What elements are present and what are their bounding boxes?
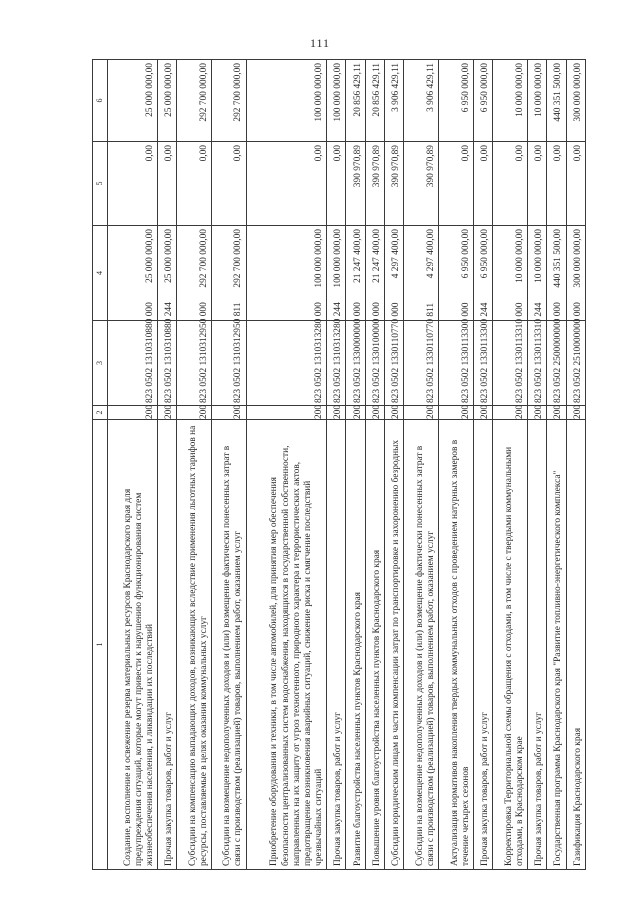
budget-table <box>92 59 586 870</box>
row-code-cell: 200 <box>326 406 345 420</box>
row-name-cell: Прочая закупка товаров, работ и услуг <box>527 420 546 870</box>
column-header: 3 <box>93 321 108 406</box>
column-header: 5 <box>93 142 108 226</box>
row-code-cell: 200 <box>473 406 492 420</box>
table-row <box>493 60 528 870</box>
table-row <box>439 60 474 870</box>
resulting-amount-cell: 10 000 000,00 <box>527 60 546 142</box>
resulting-amount-cell: 100 000 000,00 <box>246 60 326 142</box>
amount-cell: 292 700 000,00 <box>177 226 212 321</box>
change-amount-cell: 390 970,89 <box>346 142 365 226</box>
column-header: 1 <box>93 420 108 870</box>
table-row <box>566 60 586 870</box>
table-row <box>326 60 345 870</box>
amount-cell: 25 000 000,00 <box>157 226 176 321</box>
table-row <box>157 60 176 870</box>
row-code-cell: 200 <box>346 406 365 420</box>
resulting-amount-cell: 292 700 000,00 <box>211 60 246 142</box>
budget-table-sheet <box>92 60 586 870</box>
classification-code-cell: 823 0502 1310313280 244 <box>326 321 345 406</box>
classification-code-cell: 823 0502 1330000000 000 <box>346 321 365 406</box>
resulting-amount-cell: 292 700 000,00 <box>177 60 212 142</box>
row-name-cell: Государственная программа Краснодарского края "Развитие топливно-энергетического комплекса" <box>547 420 566 870</box>
classification-code-cell: 823 0502 1330110770 811 <box>404 321 439 406</box>
table-row <box>246 60 326 870</box>
resulting-amount-cell: 25 000 000,00 <box>108 60 158 142</box>
row-code-cell: 200 <box>385 406 404 420</box>
table-row <box>365 60 384 870</box>
amount-cell: 292 700 000,00 <box>211 226 246 321</box>
row-code-cell: 200 <box>566 406 586 420</box>
classification-code-cell: 823 0502 2500000000 000 <box>547 321 566 406</box>
classification-code-cell: 823 0502 1330110770 000 <box>385 321 404 406</box>
column-header: 4 <box>93 226 108 321</box>
row-name-cell: Создание, восполнение и освежение резерва материальных ресурсов Краснодарского края для предупреждения ситуаций, которые могут привести к нарушению функционирования систем жизнеобеспечения населения, и ликвидации их последствий <box>108 420 158 870</box>
resulting-amount-cell: 440 351 500,00 <box>547 60 566 142</box>
amount-cell: 6 950 000,00 <box>473 226 492 321</box>
amount-cell: 300 000 000,00 <box>566 226 586 321</box>
change-amount-cell: 0,00 <box>211 142 246 226</box>
change-amount-cell: 390 970,89 <box>385 142 404 226</box>
amount-cell: 10 000 000,00 <box>527 226 546 321</box>
resulting-amount-cell: 6 950 000,00 <box>473 60 492 142</box>
change-amount-cell: 0,00 <box>493 142 528 226</box>
table-row <box>547 60 566 870</box>
change-amount-cell: 0,00 <box>177 142 212 226</box>
row-code-cell: 200 <box>404 406 439 420</box>
row-name-cell: Прочая закупка товаров, работ и услуг <box>157 420 176 870</box>
row-name-cell: Прочая закупка товаров, работ и услуг <box>326 420 345 870</box>
amount-cell: 6 950 000,00 <box>439 226 474 321</box>
classification-code-cell: 823 0502 1310310880 000 <box>108 321 158 406</box>
change-amount-cell: 390 970,89 <box>365 142 384 226</box>
row-code-cell: 200 <box>246 406 326 420</box>
change-amount-cell: 0,00 <box>108 142 158 226</box>
classification-code-cell: 823 0502 2510000000 000 <box>566 321 586 406</box>
resulting-amount-cell: 20 856 429,11 <box>346 60 365 142</box>
row-name-cell: Корректировка Территориальной схемы обращения с отходами, в том числе с твердыми коммунальными отходами, в Краснодарском крае <box>493 420 528 870</box>
page-number: 111 <box>309 36 331 50</box>
row-name-cell: Актуализация нормативов накопления твердых коммунальных отходов с проведением натурных замеров в течение четырех сезонов <box>439 420 474 870</box>
row-code-cell: 200 <box>439 406 474 420</box>
row-code-cell: 200 <box>493 406 528 420</box>
table-row <box>527 60 546 870</box>
amount-cell: 21 247 400,00 <box>365 226 384 321</box>
classification-code-cell: 823 0502 1330113310 000 <box>493 321 528 406</box>
resulting-amount-cell: 10 000 000,00 <box>493 60 528 142</box>
row-name-cell: Прочая закупка товаров, работ и услуг <box>473 420 492 870</box>
change-amount-cell: 0,00 <box>547 142 566 226</box>
table-row <box>385 60 404 870</box>
classification-code-cell: 823 0502 1310310880 244 <box>157 321 176 406</box>
row-code-cell: 200 <box>365 406 384 420</box>
resulting-amount-cell: 300 000 000,00 <box>566 60 586 142</box>
table-row <box>108 60 158 870</box>
classification-code-cell: 823 0502 1330113300 244 <box>473 321 492 406</box>
table-row <box>177 60 212 870</box>
amount-cell: 4 297 400,00 <box>404 226 439 321</box>
classification-code-cell: 823 0502 1310313280 000 <box>246 321 326 406</box>
column-header: 2 <box>93 406 108 420</box>
row-name-cell: Повышение уровня благоустройства населенных пунктов Краснодарского края <box>365 420 384 870</box>
resulting-amount-cell: 20 856 429,11 <box>365 60 384 142</box>
resulting-amount-cell: 3 906 429,11 <box>385 60 404 142</box>
change-amount-cell: 390 970,89 <box>404 142 439 226</box>
resulting-amount-cell: 6 950 000,00 <box>439 60 474 142</box>
column-header: 6 <box>93 60 108 142</box>
table-row <box>473 60 492 870</box>
row-name-cell: Газификация Краснодарского края <box>566 420 586 870</box>
classification-code-cell: 823 0502 1310312950 000 <box>177 321 212 406</box>
table-row <box>346 60 365 870</box>
row-code-cell: 200 <box>527 406 546 420</box>
header-row <box>93 60 108 870</box>
table-row <box>211 60 246 870</box>
amount-cell: 440 351 500,00 <box>547 226 566 321</box>
row-name-cell: Приобретение оборудования и техники, в том числе автомобилей, для принятия мер обеспечения безопасности централизованных систем водоснабжения, находящихся в государственной собственности, направленных на их защиту от угроз техногенного, природного характера и террористических актов, предотвращение возникновения аварийных ситуаций, снижение риска и смягчение последствий чрезвычайных ситуаций <box>246 420 326 870</box>
amount-cell: 21 247 400,00 <box>346 226 365 321</box>
change-amount-cell: 0,00 <box>246 142 326 226</box>
classification-code-cell: 823 0502 1310312950 811 <box>211 321 246 406</box>
row-code-cell: 200 <box>157 406 176 420</box>
row-code-cell: 200 <box>108 406 158 420</box>
change-amount-cell: 0,00 <box>157 142 176 226</box>
amount-cell: 25 000 000,00 <box>108 226 158 321</box>
change-amount-cell: 0,00 <box>527 142 546 226</box>
amount-cell: 100 000 000,00 <box>246 226 326 321</box>
row-code-cell: 200 <box>211 406 246 420</box>
classification-code-cell: 823 0502 1330113310 244 <box>527 321 546 406</box>
table-row <box>404 60 439 870</box>
row-name-cell: Развитие благоустройства населенных пунктов Краснодарского края <box>346 420 365 870</box>
row-name-cell: Субсидии юридическим лицам в части компенсации затрат по транспортировке и захоронению безродных <box>385 420 404 870</box>
resulting-amount-cell: 25 000 000,00 <box>157 60 176 142</box>
amount-cell: 100 000 000,00 <box>326 226 345 321</box>
row-code-cell: 200 <box>547 406 566 420</box>
row-name-cell: Субсидии на возмещение недополученных доходов и (или) возмещение фактически понесенных затрат в связи с производством (реализацией) товаров, выполнением работ, оказанием услуг <box>404 420 439 870</box>
resulting-amount-cell: 3 906 429,11 <box>404 60 439 142</box>
change-amount-cell: 0,00 <box>566 142 586 226</box>
amount-cell: 10 000 000,00 <box>493 226 528 321</box>
row-name-cell: Субсидии на возмещение недополученных доходов и (или) возмещение фактически понесенных затрат в связи с производством (реализацией) товаров, выполнением работ, оказанием услуг <box>211 420 246 870</box>
classification-code-cell: 823 0502 1330113300 000 <box>439 321 474 406</box>
resulting-amount-cell: 100 000 000,00 <box>326 60 345 142</box>
row-code-cell: 200 <box>177 406 212 420</box>
change-amount-cell: 0,00 <box>439 142 474 226</box>
row-name-cell: Субсидии на компенсацию выпадающих доходов, возникающих вследствие применения льготных тарифов на ресурсы, поставляемые в целях оказания коммунальных услуг <box>177 420 212 870</box>
classification-code-cell: 823 0502 1330100000 000 <box>365 321 384 406</box>
amount-cell: 4 297 400,00 <box>385 226 404 321</box>
change-amount-cell: 0,00 <box>473 142 492 226</box>
change-amount-cell: 0,00 <box>326 142 345 226</box>
